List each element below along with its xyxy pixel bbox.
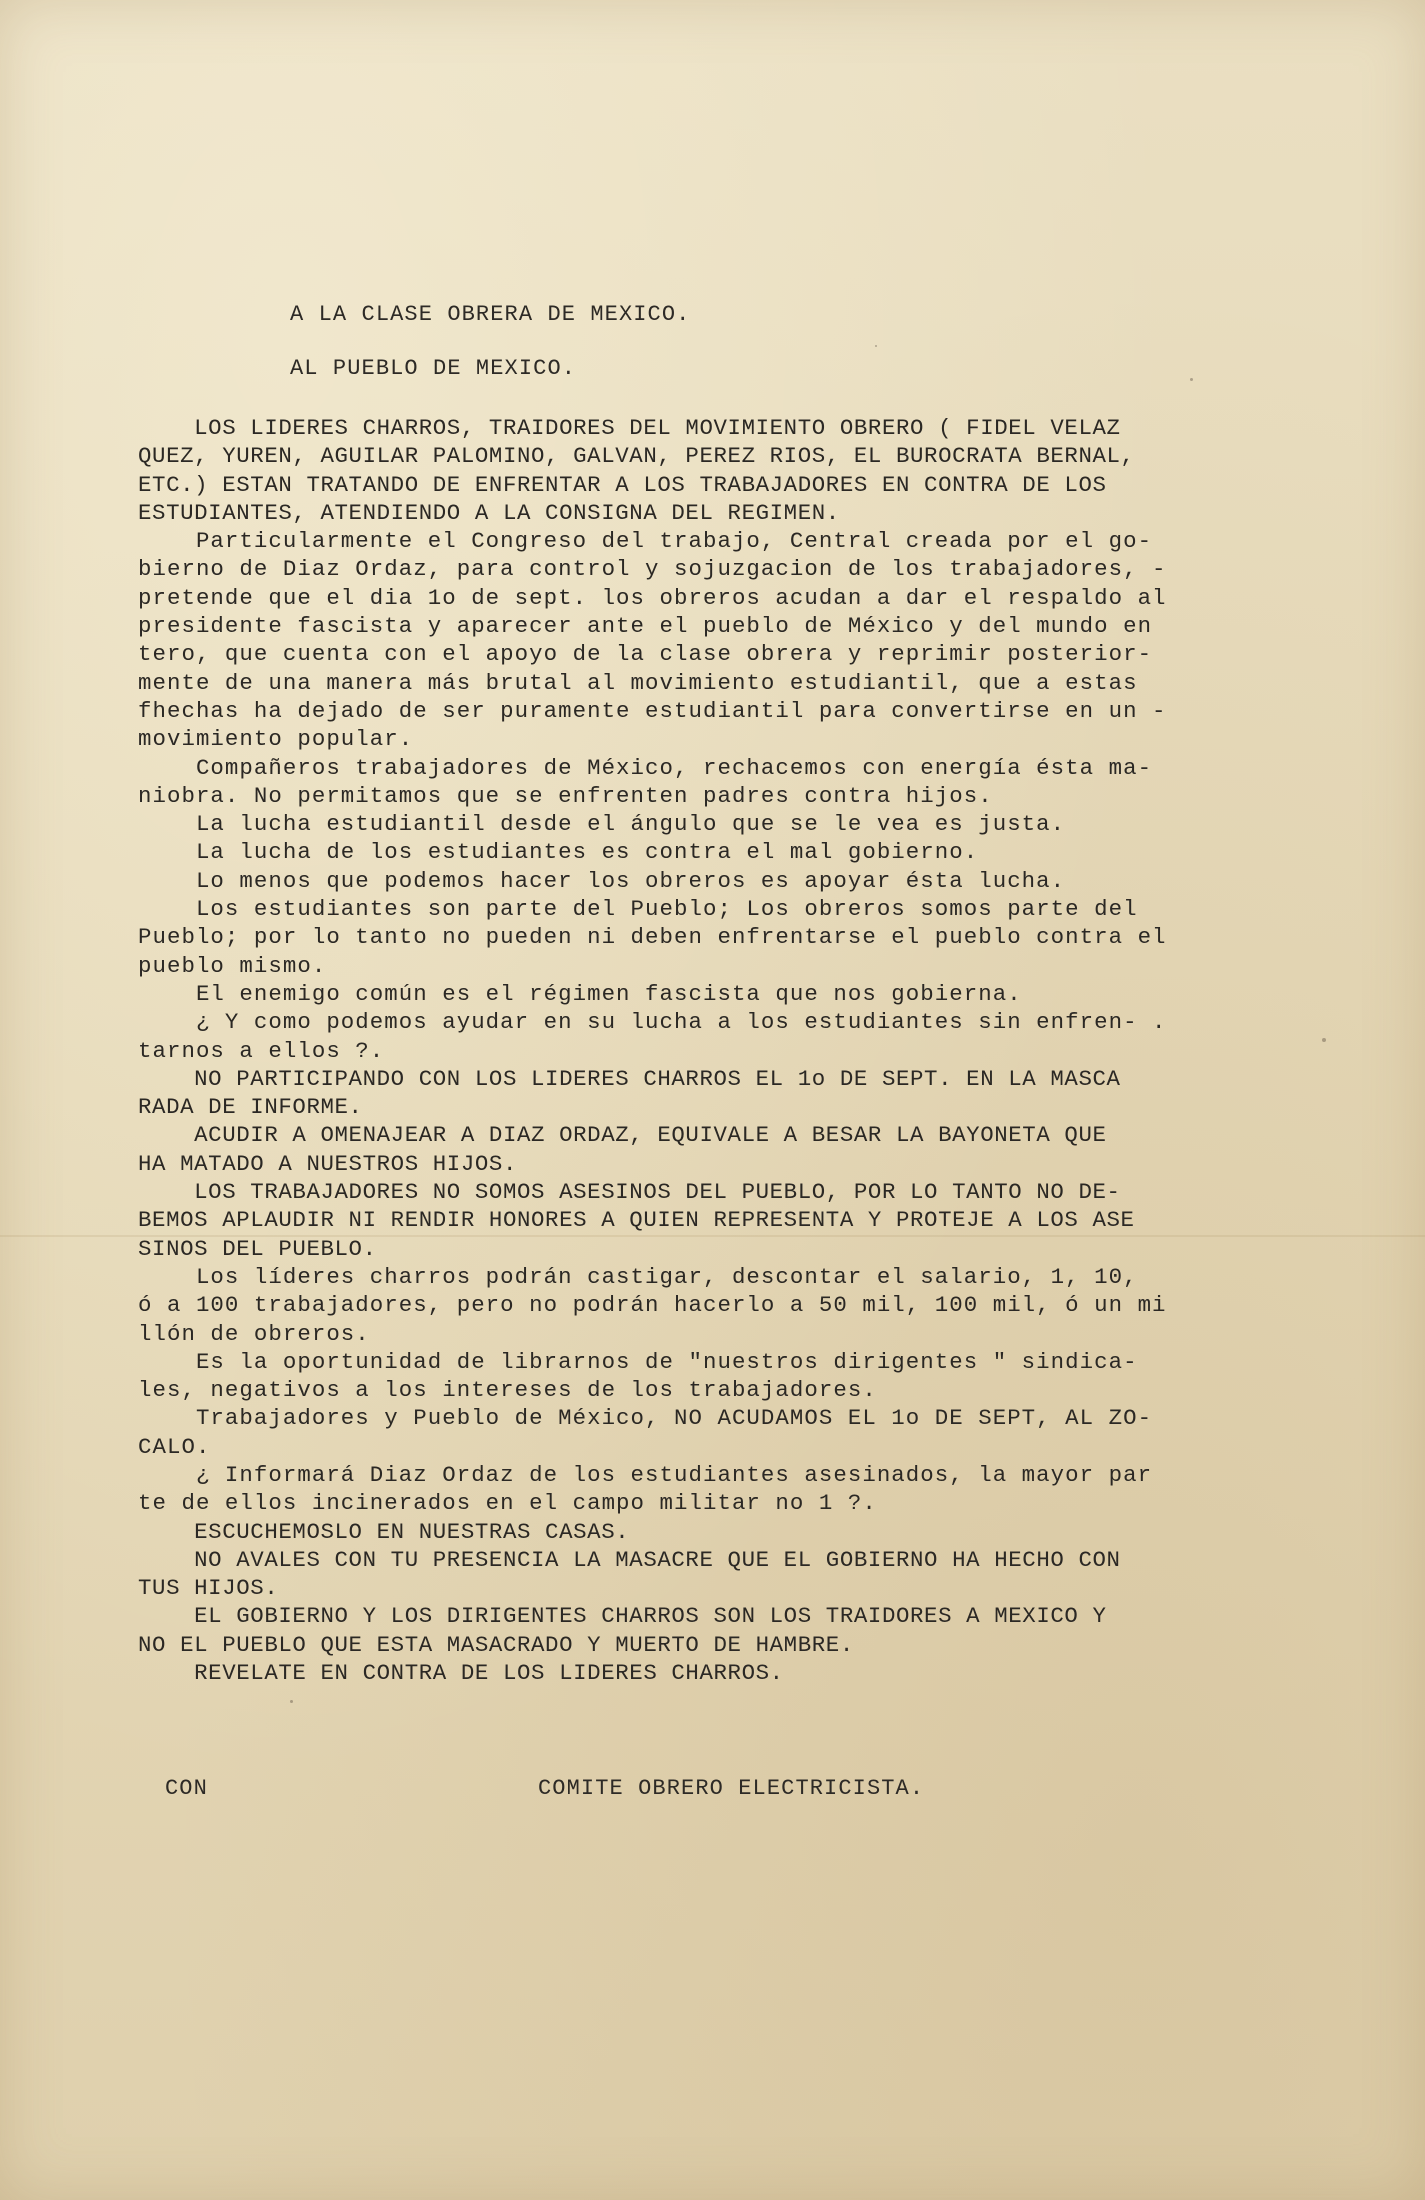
- body-line: CALO.: [138, 1433, 211, 1460]
- body-line: ó a 100 trabajadores, pero no podrán hacerlo a 50 mil, 100 mil, ó un mi: [138, 1292, 1167, 1319]
- body-line: ACUDIR A OMENAJEAR A DIAZ ORDAZ, EQUIVALE A BESAR LA BAYONETA QUE: [138, 1122, 1107, 1149]
- signature-committee: COMITE OBRERO ELECTRICISTA.: [538, 1776, 925, 1801]
- body-line: Compañeros trabajadores de México, rechacemos con energía ésta ma-: [138, 754, 1153, 781]
- body-line: presidente fascista y aparecer ante el pueblo de México y del mundo en: [138, 613, 1153, 640]
- body-line: La lucha estudiantil desde el ángulo que se le vea es justa.: [138, 811, 1066, 838]
- heading-to-working-class: A LA CLASE OBRERA DE MEXICO.: [290, 302, 691, 327]
- body-line: HA MATADO A NUESTROS HIJOS.: [138, 1150, 517, 1177]
- ink-speck: [875, 345, 877, 347]
- body-line: Lo menos que podemos hacer los obreros es apoyar ésta lucha.: [138, 867, 1066, 894]
- body-line: ESTUDIANTES, ATENDIENDO A LA CONSIGNA DEL REGIMEN.: [138, 499, 840, 526]
- body-line: Los líderes charros podrán castigar, descontar el salario, 1, 10,: [138, 1263, 1138, 1290]
- body-line: ETC.) ESTAN TRATANDO DE ENFRENTAR A LOS TRABAJADORES EN CONTRA DE LOS: [138, 471, 1107, 498]
- body-line: ¿ Y como podemos ayudar en su lucha a los estudiantes sin enfren- .: [138, 1009, 1167, 1036]
- body-line: les, negativos a los intereses de los trabajadores.: [138, 1377, 877, 1404]
- body-line: BEMOS APLAUDIR NI RENDIR HONORES A QUIEN REPRESENTA Y PROTEJE A LOS ASE: [138, 1207, 1135, 1234]
- body-line: EL GOBIERNO Y LOS DIRIGENTES CHARROS SON LOS TRAIDORES A MEXICO Y: [138, 1603, 1107, 1630]
- ink-speck: [290, 1700, 293, 1703]
- body-line: tarnos a ellos ?.: [138, 1037, 385, 1064]
- body-line: LOS TRABAJADORES NO SOMOS ASESINOS DEL PUEBLO, POR LO TANTO NO DE-: [138, 1179, 1121, 1206]
- body-line: fhechas ha dejado de ser puramente estudiantil para convertirse en un -: [138, 697, 1167, 724]
- body-line: La lucha de los estudiantes es contra el mal gobierno.: [138, 839, 979, 866]
- body-line: pueblo mismo.: [138, 952, 327, 979]
- ink-speck: [1190, 378, 1193, 381]
- body-line: SINOS DEL PUEBLO.: [138, 1235, 377, 1262]
- body-line: Es la oportunidad de librarnos de "nuestros dirigentes " sindica-: [138, 1348, 1138, 1375]
- body-line: Particularmente el Congreso del trabajo, Central creada por el go-: [138, 528, 1153, 555]
- signature-prefix: CON: [165, 1776, 208, 1801]
- body-line: Pueblo; por lo tanto no pueden ni deben enfrentarse el pueblo contra el: [138, 924, 1167, 951]
- body-line: llón de obreros.: [138, 1320, 370, 1347]
- ink-speck: [1322, 1038, 1326, 1042]
- body-line: ESCUCHEMOSLO EN NUESTRAS CASAS.: [138, 1518, 630, 1545]
- body-line: pretende que el dia 1o de sept. los obreros acudan a dar el respaldo al: [138, 584, 1167, 611]
- body-line: mente de una manera más brutal al movimiento estudiantil, que a estas: [138, 669, 1138, 696]
- body-line: NO AVALES CON TU PRESENCIA LA MASACRE QUE EL GOBIERNO HA HECHO CON: [138, 1546, 1121, 1573]
- body-line: RADA DE INFORME.: [138, 1094, 363, 1121]
- body-line: TUS HIJOS.: [138, 1575, 279, 1602]
- body-line: QUEZ, YUREN, AGUILAR PALOMINO, GALVAN, PEREZ RIOS, EL BUROCRATA BERNAL,: [138, 443, 1135, 470]
- manifesto-body: [138, 414, 1358, 1687]
- body-line: tero, que cuenta con el apoyo de la clase obrera y reprimir posterior-: [138, 641, 1153, 668]
- body-line: ¿ Informará Diaz Ordaz de los estudiantes asesinados, la mayor par: [138, 1461, 1153, 1488]
- body-line: te de ellos incinerados en el campo militar no 1 ?.: [138, 1490, 877, 1517]
- body-line: El enemigo común es el régimen fascista que nos gobierna.: [138, 980, 1022, 1007]
- body-line: LOS LIDERES CHARROS, TRAIDORES DEL MOVIMIENTO OBRERO ( FIDEL VELAZ: [138, 415, 1121, 441]
- body-line: bierno de Diaz Ordaz, para control y sojuzgacion de los trabajadores, -: [138, 556, 1167, 583]
- body-line: REVELATE EN CONTRA DE LOS LIDERES CHARROS.: [138, 1660, 784, 1687]
- body-line: Trabajadores y Pueblo de México, NO ACUDAMOS EL 1o DE SEPT, AL ZO-: [138, 1405, 1153, 1432]
- body-line: Los estudiantes son parte del Pueblo; Los obreros somos parte del: [138, 896, 1138, 923]
- body-line: movimiento popular.: [138, 726, 414, 753]
- body-line: niobra. No permitamos que se enfrenten padres contra hijos.: [138, 782, 993, 809]
- body-line: NO EL PUEBLO QUE ESTA MASACRADO Y MUERTO DE HAMBRE.: [138, 1631, 854, 1658]
- heading-to-people: AL PUEBLO DE MEXICO.: [290, 356, 577, 381]
- body-line: NO PARTICIPANDO CON LOS LIDERES CHARROS EL 1o DE SEPT. EN LA MASCA: [138, 1065, 1121, 1092]
